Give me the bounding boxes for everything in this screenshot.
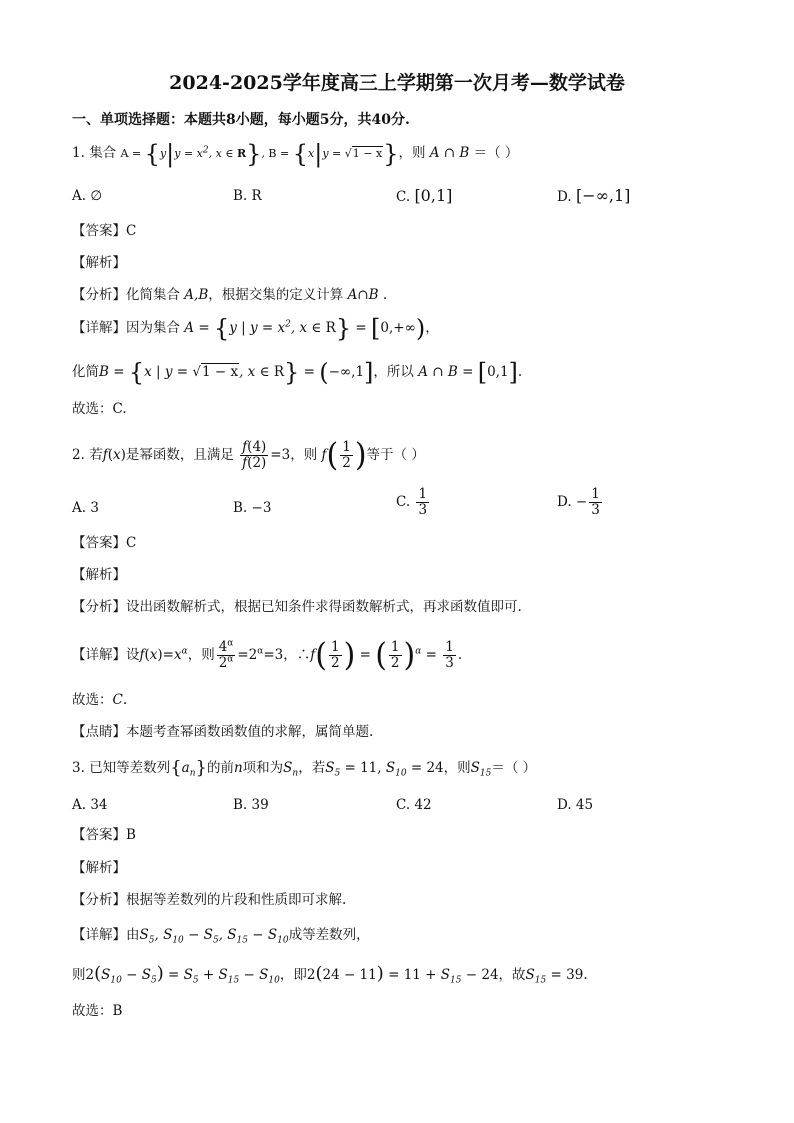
q1-option-c: C. [0,1] bbox=[396, 186, 453, 205]
q1-option-c-label: C. bbox=[396, 189, 411, 205]
q2-option-c: C. $\frac{1}{3}$ bbox=[396, 486, 428, 518]
q2-dianjing-text: 本题考查幂函数函数值的求解，属简单题. bbox=[126, 724, 374, 740]
q3-ji: ，即 bbox=[279, 967, 307, 983]
q2-answer-value: C bbox=[126, 535, 137, 551]
q2-fenxi-label: 【分析】 bbox=[72, 599, 126, 615]
q3-number: 3. bbox=[72, 760, 85, 776]
q1-option-a: A. ∅ bbox=[72, 188, 103, 204]
q2-text4: 等于（ ） bbox=[366, 447, 425, 463]
page-title: 2024-2025学年度高三上学期第一次月考—数学试卷 bbox=[169, 72, 625, 94]
q3-gu: ，故 bbox=[498, 967, 526, 983]
q1-analysis-heading: 【解析】 bbox=[72, 255, 126, 271]
q2-ratio: $\frac{f(4)}{f(2)}$ bbox=[242, 439, 267, 471]
q3-text1: 已知等差数列 bbox=[89, 760, 171, 776]
q1-fenxi: 【分析】化简集合 A,B，根据交集的定义计算 A∩B . bbox=[72, 287, 388, 303]
q1-fenxi-text2: ，根据交集的定义计算 bbox=[208, 287, 344, 303]
q2-dianjing-label: 【点睛】 bbox=[72, 724, 126, 740]
q1-so: ，所以 bbox=[373, 364, 414, 380]
q2-option-d-label: D. − bbox=[557, 494, 588, 510]
q3-option-c: C. 42 bbox=[396, 797, 432, 813]
q2-answer bbox=[72, 533, 136, 553]
question-2: 2. 若f(x)是幂函数，且满足 $\frac{f(4)}{f(2)}$ =3，则 f( $\frac{1}{2}$ )等于（ ） bbox=[72, 436, 425, 474]
question-1 bbox=[72, 140, 519, 168]
q1-answer-label: 【答案】 bbox=[72, 223, 126, 239]
q2-dianjing bbox=[72, 722, 373, 742]
section-heading: 一、单项选择题：本题共8小题，每小题5分，共40分. bbox=[72, 112, 410, 128]
q3-text4: ，若 bbox=[298, 760, 326, 776]
q3-conclusion: 故选：B bbox=[72, 1003, 123, 1019]
q3-equation: 则$2(S_{10} - S_5) = S_5 + S_{15} - S_{10}$，即$2(24 - 11) = 11 + S_{15} - 24$，故$S_{15} = 39$. bbox=[72, 963, 588, 986]
q1-ask: ＝（ ） bbox=[473, 145, 519, 161]
q2-detail-text1: 设 bbox=[126, 647, 140, 663]
q3-answer bbox=[72, 825, 136, 845]
q2-option-c-label: C. bbox=[396, 494, 411, 510]
q2-analysis-heading: 【解析】 bbox=[72, 567, 126, 583]
q2-detail-text2: ，则 bbox=[187, 647, 215, 663]
q2-number: 2. bbox=[72, 447, 85, 463]
q2-option-d: D. − $\frac{1}{3}$ bbox=[557, 486, 600, 518]
q3-text2: 的前 bbox=[206, 760, 234, 776]
q1-fenxi-text: 化简集合 bbox=[126, 287, 180, 303]
q3-fenxi-text: 根据等差数列的片段和性质即可求解. bbox=[126, 892, 347, 908]
q2-fenxi-text: 设出函数解析式，根据已知条件求得函数解析式，再求函数值即可. bbox=[126, 599, 522, 615]
q1-detail-text: 因为集合 bbox=[126, 320, 180, 336]
q3-answer-label: 【答案】 bbox=[72, 827, 126, 843]
q3-detail-label: 【详解】 bbox=[72, 927, 126, 943]
q3-answer-value: B bbox=[126, 827, 136, 843]
q1-answer-value: C bbox=[126, 223, 137, 239]
q3-fenxi bbox=[72, 890, 346, 910]
q1-option-b: B. R bbox=[233, 188, 262, 204]
q1-detail: 【详解】因为集合 A = {y | $y = x^2$, x ∈ R} = [0,+∞)， bbox=[72, 314, 439, 343]
q3-fenxi-label: 【分析】 bbox=[72, 892, 126, 908]
q3-then: 则 bbox=[72, 967, 86, 983]
q3-detail: 【详解】由$S_5$, $S_{10} - S_5$, $S_{15} - S_{10}$成等差数列， bbox=[72, 927, 370, 946]
q2-text2: 是幂函数，且满足 bbox=[125, 447, 234, 463]
q3-option-a: A. 34 bbox=[72, 797, 108, 813]
q1-simplify: 化简B = {x | y = √1 − x, x ∈ R} = (−∞,1]，所以 A ∩ B = [0,1]. bbox=[72, 358, 523, 387]
q1-detail-label: 【详解】 bbox=[72, 320, 126, 336]
q1-option-d: D. [−∞,1] bbox=[557, 186, 631, 205]
q1-number: 1. bbox=[72, 145, 85, 161]
q3-detail-text1: 由 bbox=[126, 927, 140, 943]
q1-simplify-label: 化简 bbox=[72, 364, 99, 380]
q2-text1: 若 bbox=[89, 447, 103, 463]
q1-set-a: $A = \{y|y = x^2$, x ∈ R}, B = {x|y = √1 − x} bbox=[120, 140, 399, 168]
q3-text6: ＝（ ） bbox=[491, 760, 537, 776]
q1-ab: A ∩ B bbox=[429, 145, 470, 161]
q1-fenxi-label: 【分析】 bbox=[72, 287, 126, 303]
q2-option-b: B. −3 bbox=[233, 500, 272, 516]
question-3: 3. 已知等差数列$\{a_n\}$的前n项和为$S_n$，若$S_5 = 11$, $S_{10} = 24$，则$S_{15}=$（ ） bbox=[72, 757, 537, 779]
q3-text5: ，则 bbox=[443, 760, 471, 776]
q3-detail-text2: 成等差数列， bbox=[288, 927, 370, 943]
q2-detail: 【详解】设$f(x)=x^\alpha$，则 $\frac{4^\alpha}{2^\alpha}$ $=2^\alpha=3$，∴f( $\frac{1}{2}$ ) = ( $\frac{1}{2}$ )$^\alpha$ = $\frac{1}{3}$ . bbox=[72, 636, 463, 674]
q2-answer-label: 【答案】 bbox=[72, 535, 126, 551]
q2-detail-label: 【详解】 bbox=[72, 647, 126, 663]
q3-option-d: D. 45 bbox=[557, 797, 594, 813]
q3-option-b: B. 39 bbox=[233, 797, 269, 813]
q2-fenxi bbox=[72, 597, 522, 617]
q3-analysis-heading: 【解析】 bbox=[72, 860, 126, 876]
q2-conclusion: 故选：C. bbox=[72, 692, 128, 708]
q3-text3: 项和为 bbox=[242, 760, 284, 776]
q2-text3: =3，则 bbox=[270, 447, 318, 463]
q1-option-d-label: D. bbox=[557, 189, 572, 205]
q2-conclusion-text: 故选： bbox=[72, 692, 113, 708]
q1-prefix: 集合 bbox=[89, 145, 117, 161]
q1-conclusion: 故选：C. bbox=[72, 401, 127, 417]
q2-option-a: A. 3 bbox=[72, 500, 99, 516]
q1-tail: ，则 bbox=[398, 145, 426, 161]
q1-answer bbox=[72, 221, 136, 241]
